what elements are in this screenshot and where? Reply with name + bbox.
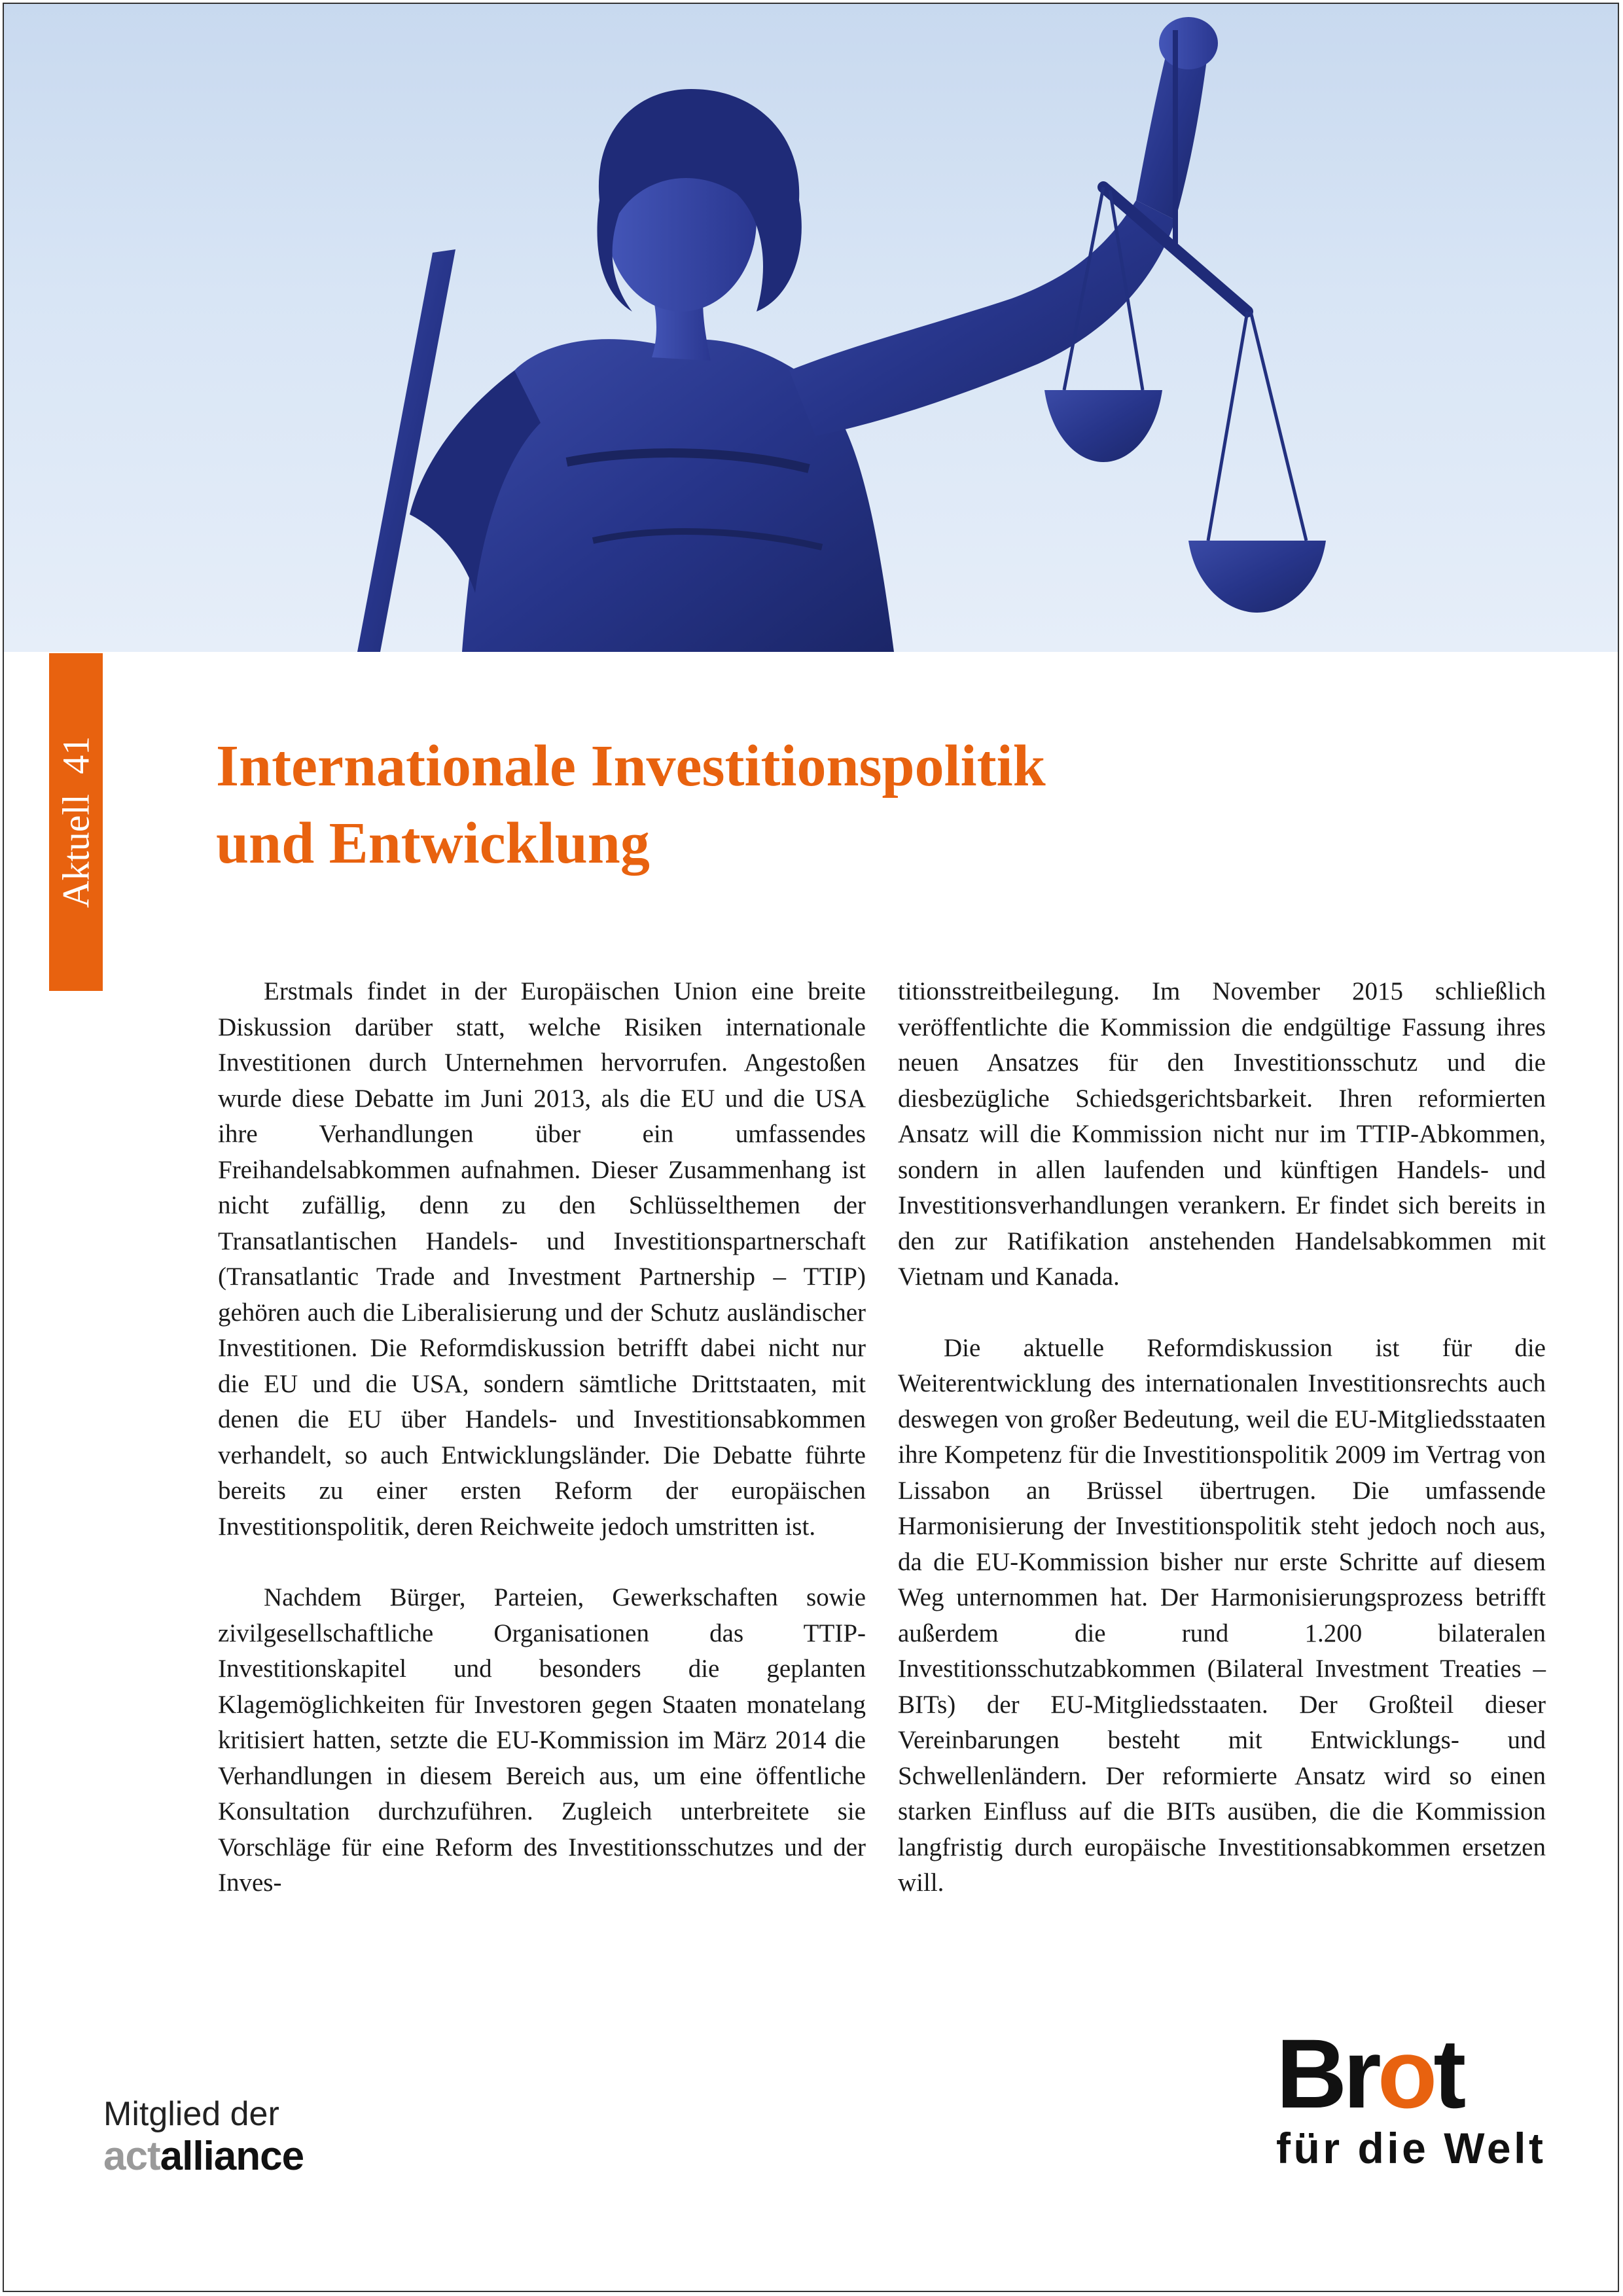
- statue-illustration: [4, 4, 1618, 652]
- text-column-right: [898, 974, 1546, 1937]
- paragraph: Die aktuelle Reformdiskussion ist für die Weiterentwicklung des internationalen Investitionsrechts auch deswegen von großer Bedeutung, weil die EU-Mitgliedsstaaten ihre Kompetenz für die Investitionspolitik 2009 im Vertrag von Lissabon an Brüssel übertrugen. Die umfassende Harmonisierung der Investitionspolitik steht jedoch noch aus, da die EU-Kommission bisher nur erste Schritte auf diesem Weg unternommen hat. Der Harmonisierungsprozess betrifft außerdem die rund 1.200 bilateralen Investitionsschutzabkommen (Bilateral Investment Treaties – BITs) der EU-Mitgliedsstaaten. Der Großteil dieser Vereinbarungen besteht mit Entwicklungs- und Schwellenländern. Der reformierte Ansatz wird so einen starken Einfluss auf die BITs ausüben, die die Kommission langfristig durch europäische Investitionsabkommen ersetzen will.: [898, 1333, 1546, 1897]
- section-tab: [49, 653, 103, 991]
- title-line-1: Internationale Investitionspolitik: [216, 734, 1046, 798]
- section-name: Aktuell: [54, 794, 98, 908]
- page-number: 41: [54, 736, 98, 774]
- text-column-left: [218, 974, 866, 1937]
- title-line-2: und Entwicklung: [216, 811, 650, 876]
- brot-fuer-die-welt-logo: [1276, 2022, 1551, 2176]
- svg-text:Brot: [1276, 2022, 1465, 2128]
- act-alliance-part-alliance: alliance: [160, 2134, 304, 2179]
- brand-letter-t: t: [1433, 2022, 1463, 2128]
- brand-letter-o: o: [1377, 2022, 1434, 2128]
- paragraph: titionsstreitbeilegung. Im November 2015 schließlich veröffentlichte die Kommission die endgültige Fassung ihres neuen Ansatzes für den Investitionsschutz und die diesbezügliche Schiedsgerichtsbarkeit. Ihren reformierten Ansatz will die Kommission nicht nur im TTIP-Abkommen, sondern in allen laufenden und künftigen Handels- und Investitionsverhandlungen verankern. Er findet sich bereits in den zur Ratifikation anstehenden Handelsabkommen mit Vietnam und Kanada.: [898, 977, 1546, 1291]
- hero-image-justitia-statue: [4, 4, 1618, 652]
- scale-pan-right: [1188, 541, 1326, 613]
- act-alliance-logo: [103, 2094, 304, 2179]
- act-alliance-part-act: act: [103, 2134, 160, 2179]
- act-alliance-wordmark: [103, 2134, 304, 2179]
- page-title: [216, 728, 1492, 882]
- paragraph: Erstmals findet in der Europäischen Union eine breite Diskussion darüber statt, welche Risiken internationale Investitionen durch Unternehmen hervorrufen. Angestoßen wurde diese Debatte im Juni 2013, als die EU und die USA ihre Verhandlungen über ein umfassendes Freihandelsabkommen aufnahmen. Dieser Zusammenhang ist nicht zufällig, denn zu den Schlüsselthemen der Transatlantischen Handels- und Investitionspartnerschaft (Transatlantic Trade and Investment Partnership – TTIP) gehören auch die Liberalisierung und der Schutz ausländischer Investitionen. Die Reformdiskussion betrifft dabei nicht nur die EU und die USA, sondern sämtliche Drittstaaten, mit denen die EU über Handels- und Investitionsabkommen verhandelt, so auch Entwicklungsländer. Die Debatte führte bereits zu einer ersten Reform der europäischen Investitionspolitik, deren Reichweite jedoch umstritten ist.: [218, 977, 866, 1541]
- section-tab-label: [54, 731, 98, 913]
- brand-tagline: für die Welt: [1276, 2124, 1543, 2172]
- scale-pan-left: [1044, 390, 1162, 462]
- member-label: Mitglied der: [103, 2095, 279, 2133]
- brand-logo-graphic: [1276, 2022, 1551, 2173]
- paragraph: Nachdem Bürger, Parteien, Gewerkschaften sowie zivilgesellschaftliche Organisationen das TTIP-Investitionskapitel und besonders die geplanten Klagemöglichkeiten für Investoren gegen Staaten monatelang kritisiert hatten, setzte die EU-Kommission im März 2014 die Verhandlungen in diesem Bereich aus, um eine öffentliche Konsultation durchzuführen. Zugleich unterbreitete sie Vorschläge für eine Reform des Investitionsschutzes und der Inves-: [218, 1583, 866, 1897]
- brand-letters-br: Br: [1276, 2022, 1378, 2128]
